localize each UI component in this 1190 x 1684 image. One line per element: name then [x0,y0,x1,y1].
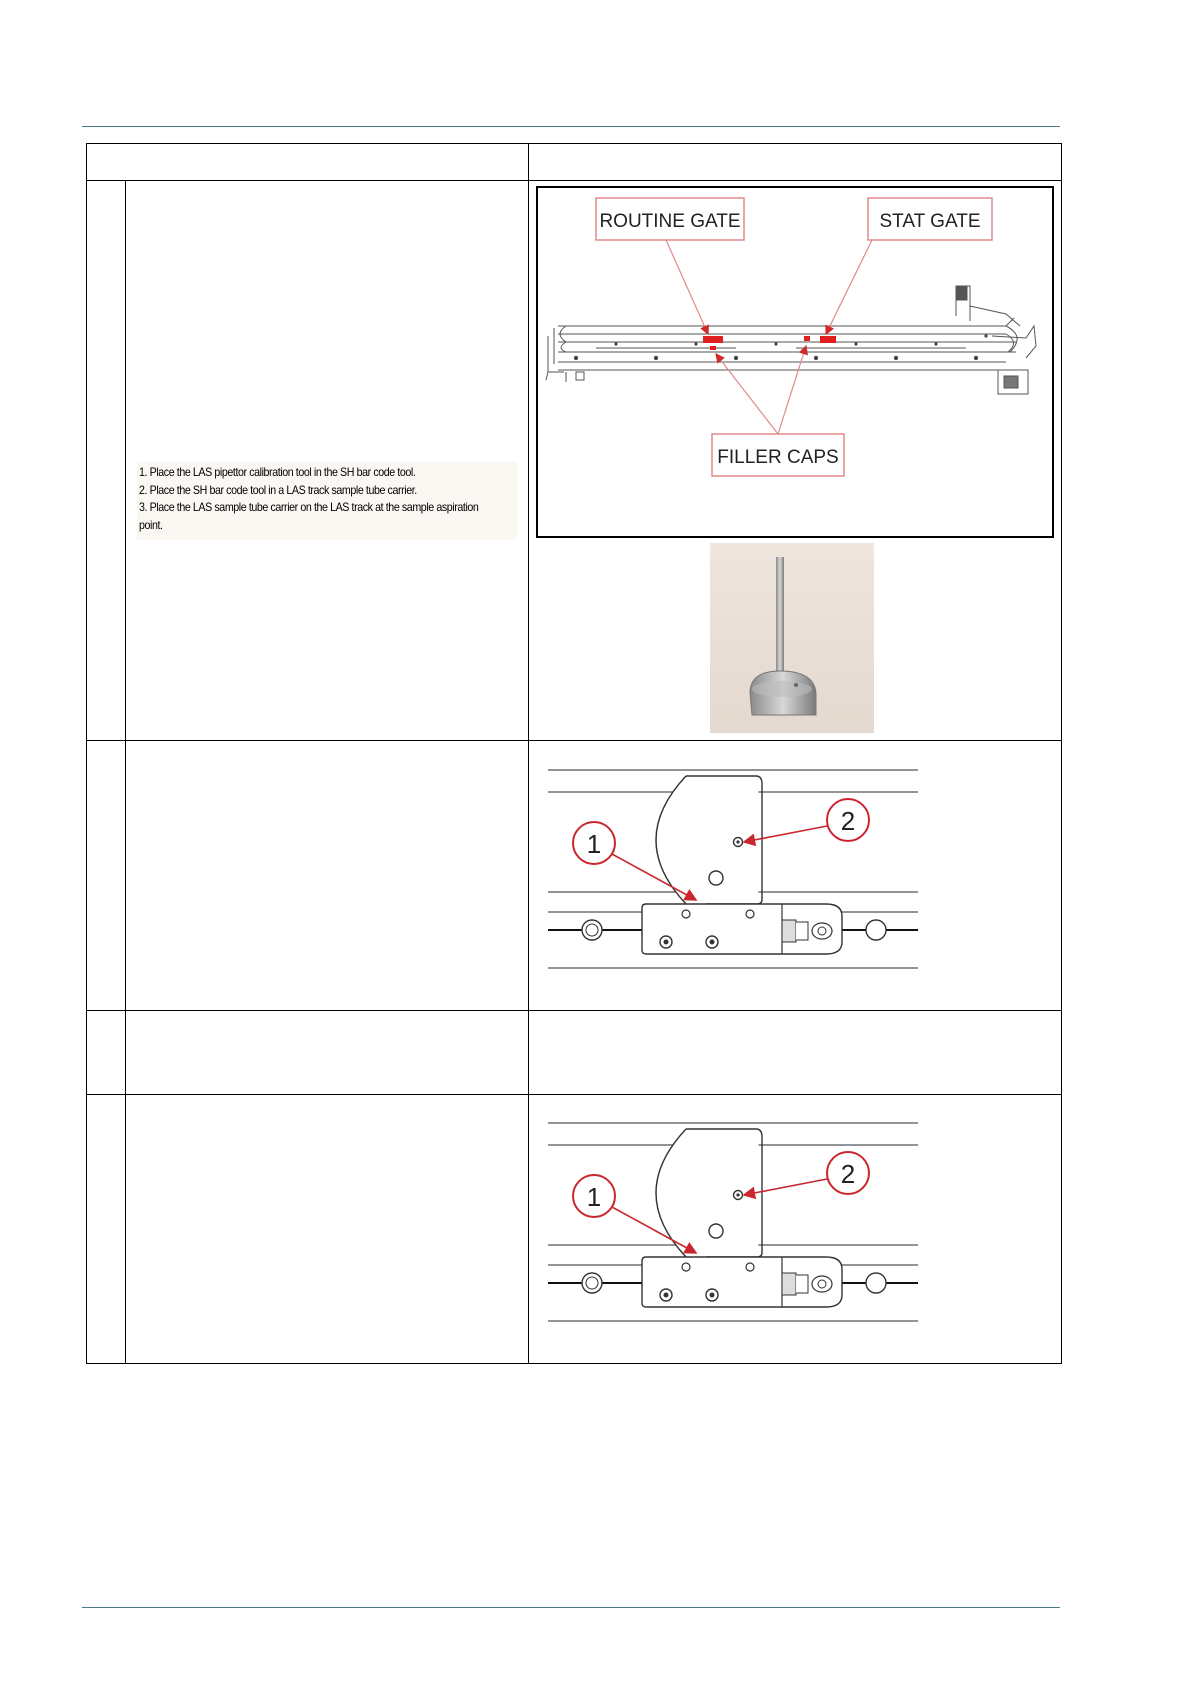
filler-cap-marker-1 [710,346,716,350]
tool-rod [776,557,784,687]
instruction-step-1: 1. Place the LAS pipettor calibration tool in the SH bar code tool. [139,466,416,479]
table-border-left [86,143,87,1364]
callout-2-label: 2 [840,1159,856,1189]
instruction-step-3-cont: point. [139,518,163,532]
callout-1-label: 1 [586,1182,602,1212]
row-divider-2 [86,1010,1062,1011]
carrier-figure-2 [546,1113,926,1343]
callout-2 [744,799,869,842]
table-border-right [1061,143,1062,1364]
table-border-top [86,143,1062,144]
instruction-block [137,462,517,540]
header-rule [82,126,1060,127]
table-border-bottom [86,1363,1062,1364]
row-divider-3 [86,1094,1062,1095]
carrier-figure-1 [546,760,926,990]
callout-1-label: 1 [586,829,602,859]
filler-caps-label: FILLER CAPS [717,447,839,468]
stat-gate-label: STAT GATE [879,211,981,232]
column-divider-step [125,180,126,1364]
row-divider-header [86,180,1062,181]
instruction-step-2: 2. Place the SH bar code tool in a LAS track sample tube carrier. [139,483,417,497]
callout-2 [744,1152,869,1195]
instruction-step-3: 3. Place the LAS sample tube carrier on the LAS track at the sample aspiration [139,501,479,514]
stat-gate-marker [820,336,836,343]
routine-gate-marker [703,336,723,343]
routine-gate-label: ROUTINE GATE [599,211,741,232]
tool-lower-hole [709,871,723,885]
callout-2-label: 2 [840,806,856,836]
row-divider-1 [86,740,1062,741]
filler-cap-marker-2 [804,336,810,341]
calibration-tool-photo [710,543,874,733]
track-figure [536,186,1054,538]
column-divider-main [528,143,529,1364]
footer-rule [82,1607,1060,1608]
